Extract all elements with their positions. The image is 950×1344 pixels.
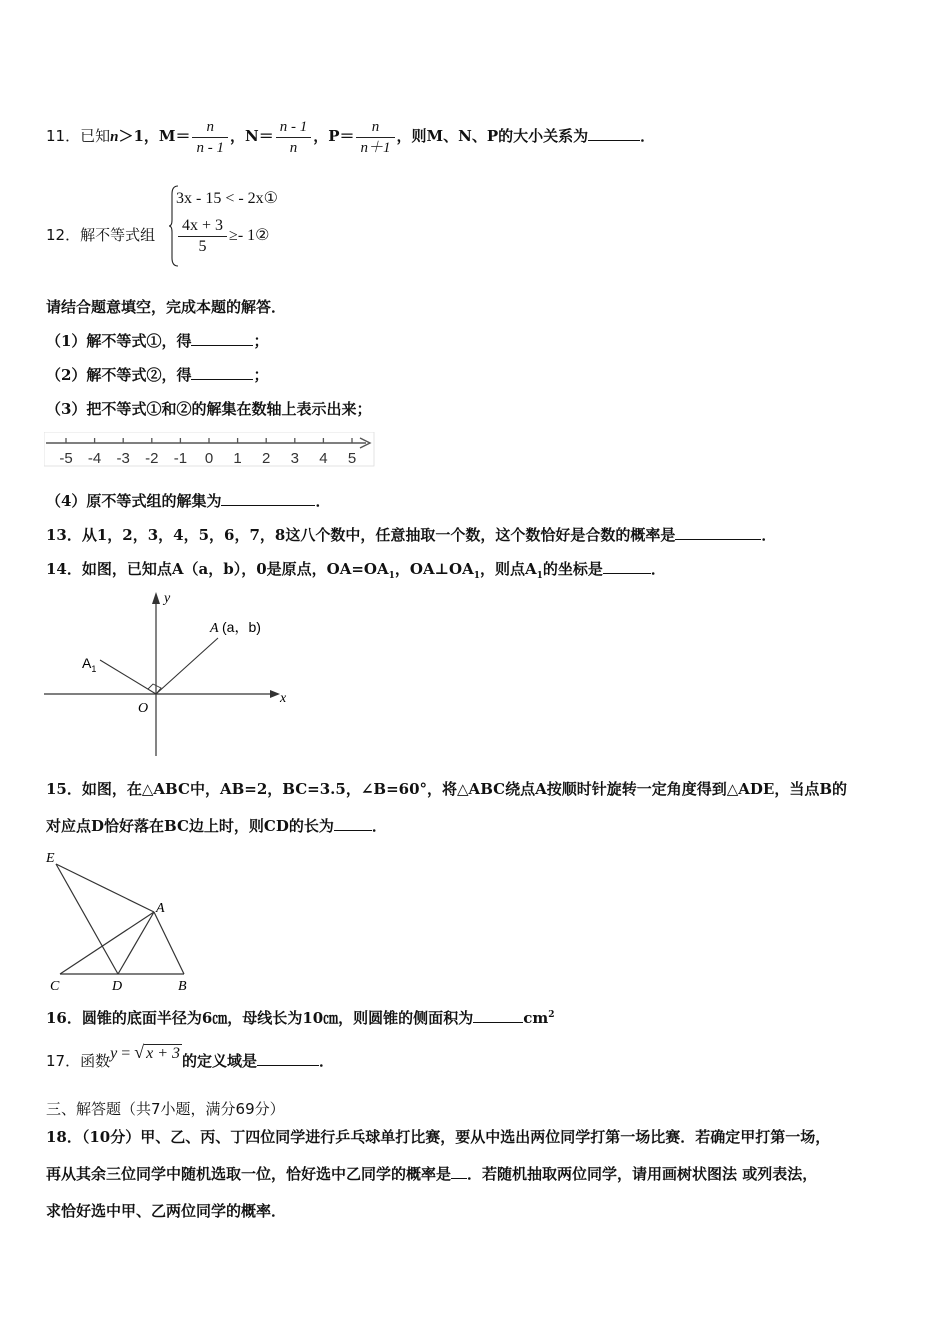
q11-prefix: 11．已知: [46, 127, 111, 145]
segment-OA1: [100, 660, 156, 694]
segment-AB: [154, 912, 184, 974]
q12-part3: （3）把不等式①和②的解集在数轴上表示出来；: [46, 400, 372, 418]
q15-line2: 对应点D恰好落在BC边上时，则CD的长为 ．: [46, 817, 387, 835]
q12-instruction: 请结合题意填空，完成本题的解答．: [46, 298, 287, 316]
q15-line1: 15．如图，在△ABC中，AB=2，BC=3.5，∠B=60°，将△ABC绕点A按顺时针旋转一定角度得到△ADE，当点B的: [46, 780, 848, 798]
number-line-tick-label: 3: [290, 450, 299, 467]
number-line-tick-label: -2: [145, 450, 159, 467]
point-A-label: A: [210, 621, 219, 636]
fraction-N: $\frac{n - 1}{n}$: [276, 117, 312, 158]
q11-var-n: n: [110, 129, 119, 145]
q11-end: ．: [640, 127, 656, 145]
q18-line2: 再从其余三位同学中随机选取一位，恰好选中乙同学的概率是 ．若随机抽取两位同学，请用画树状图法 或列表法，: [46, 1165, 818, 1183]
answer-blank[interactable]: [451, 1164, 467, 1179]
triangle-figure: [44, 848, 194, 994]
segment-AC: [60, 912, 154, 974]
number-line-tick-label: 5: [347, 450, 357, 467]
section-3-heading: 三、解答题（共7小题，满分69分）: [46, 1100, 285, 1118]
answer-blank[interactable]: [334, 816, 372, 831]
number-line-tick-label: 2: [262, 450, 271, 467]
point-A-label: A: [156, 901, 165, 916]
q12-label: 12．解不等式组: [46, 226, 156, 244]
point-B-label: B: [178, 979, 187, 994]
segment-ED: [56, 864, 118, 974]
coordinate-figure: [44, 590, 294, 760]
q18-line1: 18．（10分）甲、乙、丙、丁四位同学进行乒乓球单打比赛，要从中选出两位同学打第一场比赛．若确定甲打第一场，: [46, 1128, 831, 1146]
number-line-tick-label: 0: [204, 450, 214, 467]
x-label: x: [280, 691, 287, 706]
point-A-coords: (a，b): [222, 619, 261, 635]
number-line-tick-label: -4: [87, 450, 102, 467]
number-line-tick-label: 1: [233, 450, 242, 467]
answer-blank[interactable]: [191, 331, 253, 346]
point-A1-label: $A_1$: [82, 655, 97, 674]
answer-blank[interactable]: [603, 559, 651, 574]
number-line-tick-label: -3: [116, 450, 130, 467]
point-E-label: E: [46, 851, 55, 866]
inequality-1: 3x - 15 < - 2x①: [176, 190, 279, 207]
answer-blank[interactable]: [191, 365, 253, 380]
question-11: [46, 100, 655, 172]
x-axis-arrow-icon: [270, 690, 280, 698]
number-line-tick-label: -1: [173, 450, 188, 467]
number-line-tick-label: -5: [59, 450, 73, 467]
origin-label: O: [138, 701, 149, 716]
fraction-M: $\frac{n}{n - 1}$: [192, 117, 228, 158]
q11-cond: ＞1，M＝: [118, 127, 191, 145]
question-13: 13．从1，2，3，4，5，6，7，8这八个数中，任意抽取一个数，这个数恰好是合数的概率是 ．: [46, 526, 777, 544]
number-line-tick-label: 4: [319, 450, 328, 467]
answer-blank[interactable]: [675, 525, 761, 540]
number-line: [44, 432, 376, 468]
q12-part1: （1）解不等式①，得 ；: [46, 332, 269, 350]
q18-line3: 求恰好选中甲、乙两位同学的概率．: [46, 1202, 287, 1220]
answer-blank[interactable]: [588, 126, 640, 141]
answer-blank[interactable]: [473, 1008, 523, 1023]
segment-AD: [118, 912, 154, 974]
point-C-label: C: [50, 979, 60, 994]
point-D-label: D: [112, 979, 123, 994]
q12-part2: （2）解不等式②，得 ；: [46, 366, 269, 384]
answer-blank[interactable]: [257, 1051, 319, 1066]
segment-EA: [56, 864, 154, 912]
function-formula: y = √ x + 3: [110, 1042, 181, 1062]
inequality-system: [168, 184, 308, 268]
q11-suffix: ，则M、N、P的大小关系为: [396, 127, 589, 145]
q11-N-label: ，N＝: [229, 127, 274, 145]
q11-P-label: ，P＝: [313, 127, 355, 145]
segment-OA: [156, 638, 218, 694]
inequality-2: $\frac{4x + 3}{5}$ ≥- 1②: [176, 216, 269, 257]
q12-part4: （4）原不等式组的解集为 ．: [46, 492, 331, 510]
question-17: 17．函数y = √ x + 3 的定义域是 ．: [46, 1042, 335, 1070]
y-axis-arrow-icon: [152, 592, 160, 604]
question-14: 14．如图，已知点A（a，b），0是原点，$OA=OA_1$，$OA\perp OA_1$，则点$A_1$的坐标是 ．: [46, 560, 666, 581]
y-label: y: [164, 591, 171, 606]
question-16: 16．圆锥的底面半径为6㎝，母线长为10㎝，则圆锥的侧面积为 $cm^2$: [46, 1009, 555, 1027]
answer-blank[interactable]: [221, 491, 315, 506]
fraction-P: $\frac{n}{n+1}$: [356, 117, 394, 158]
